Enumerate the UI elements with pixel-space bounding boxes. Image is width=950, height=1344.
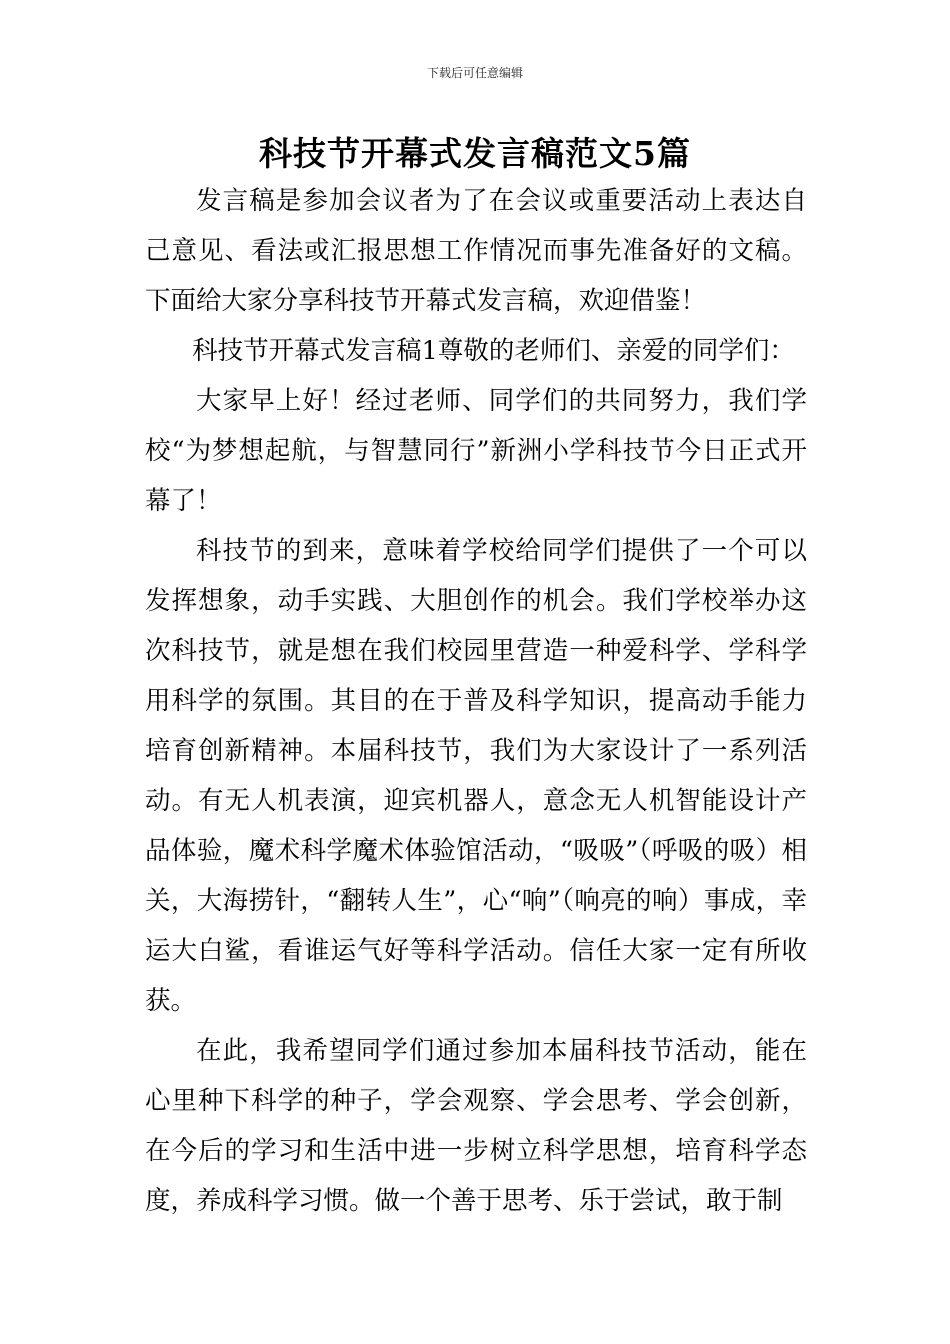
document-body [145,176,807,1226]
paragraph-hope: 在此，我希望同学们通过参加本届科技节活动，能在心里种下科学的种子，学会观察、学会思考、学会创新，在今后的学习和生活中进一步树立科学思想，培育科学态度，养成科学习惯。做一个善于思考、乐于尝试，敢于制 [145,1036,807,1216]
paragraph-greeting: 大家早上好！经过老师、同学们的共同努力，我们学校“为梦想起航，与智慧同行”新洲小学科技节今日正式开幕了！ [145,386,807,516]
paragraph-activities: 科技节的到来，意味着学校给同学们提供了一个可以发挥想象，动手实践、大胆创作的机会。我们学校举办这次科技节，就是想在我们校园里营造一种爱科学、学科学用科学的氛围。其目的在于普及科学知识，提高动手能力培育创新精神。本届科技节，我们为大家设计了一系列活动。有无人机表演，迎宾机器人，意念无人机智能设计产品体验，魔术科学魔术体验馆活动，“吸吸”（呼吸的吸）相关，大海捞针，“翻转人生”，心“响”（响亮的响）事成，幸运大白鲨，看谁运气好等科学活动。信任大家一定有所收获。 [145,536,807,1016]
paragraph-intro: 发言稿是参加会议者为了在会议或重要活动上表达自己意见、看法或汇报思想工作情况而事先准备好的文稿。下面给大家分享科技节开幕式发言稿，欢迎借鉴！ [145,186,807,316]
page-header: 下载后可任意编辑 [426,66,523,80]
paragraph-salutation: 科技节开幕式发言稿1尊敬的老师们、亲爱的同学们： [192,336,795,366]
document-title: 科技节开幕式发言稿范文5篇 [259,134,691,173]
